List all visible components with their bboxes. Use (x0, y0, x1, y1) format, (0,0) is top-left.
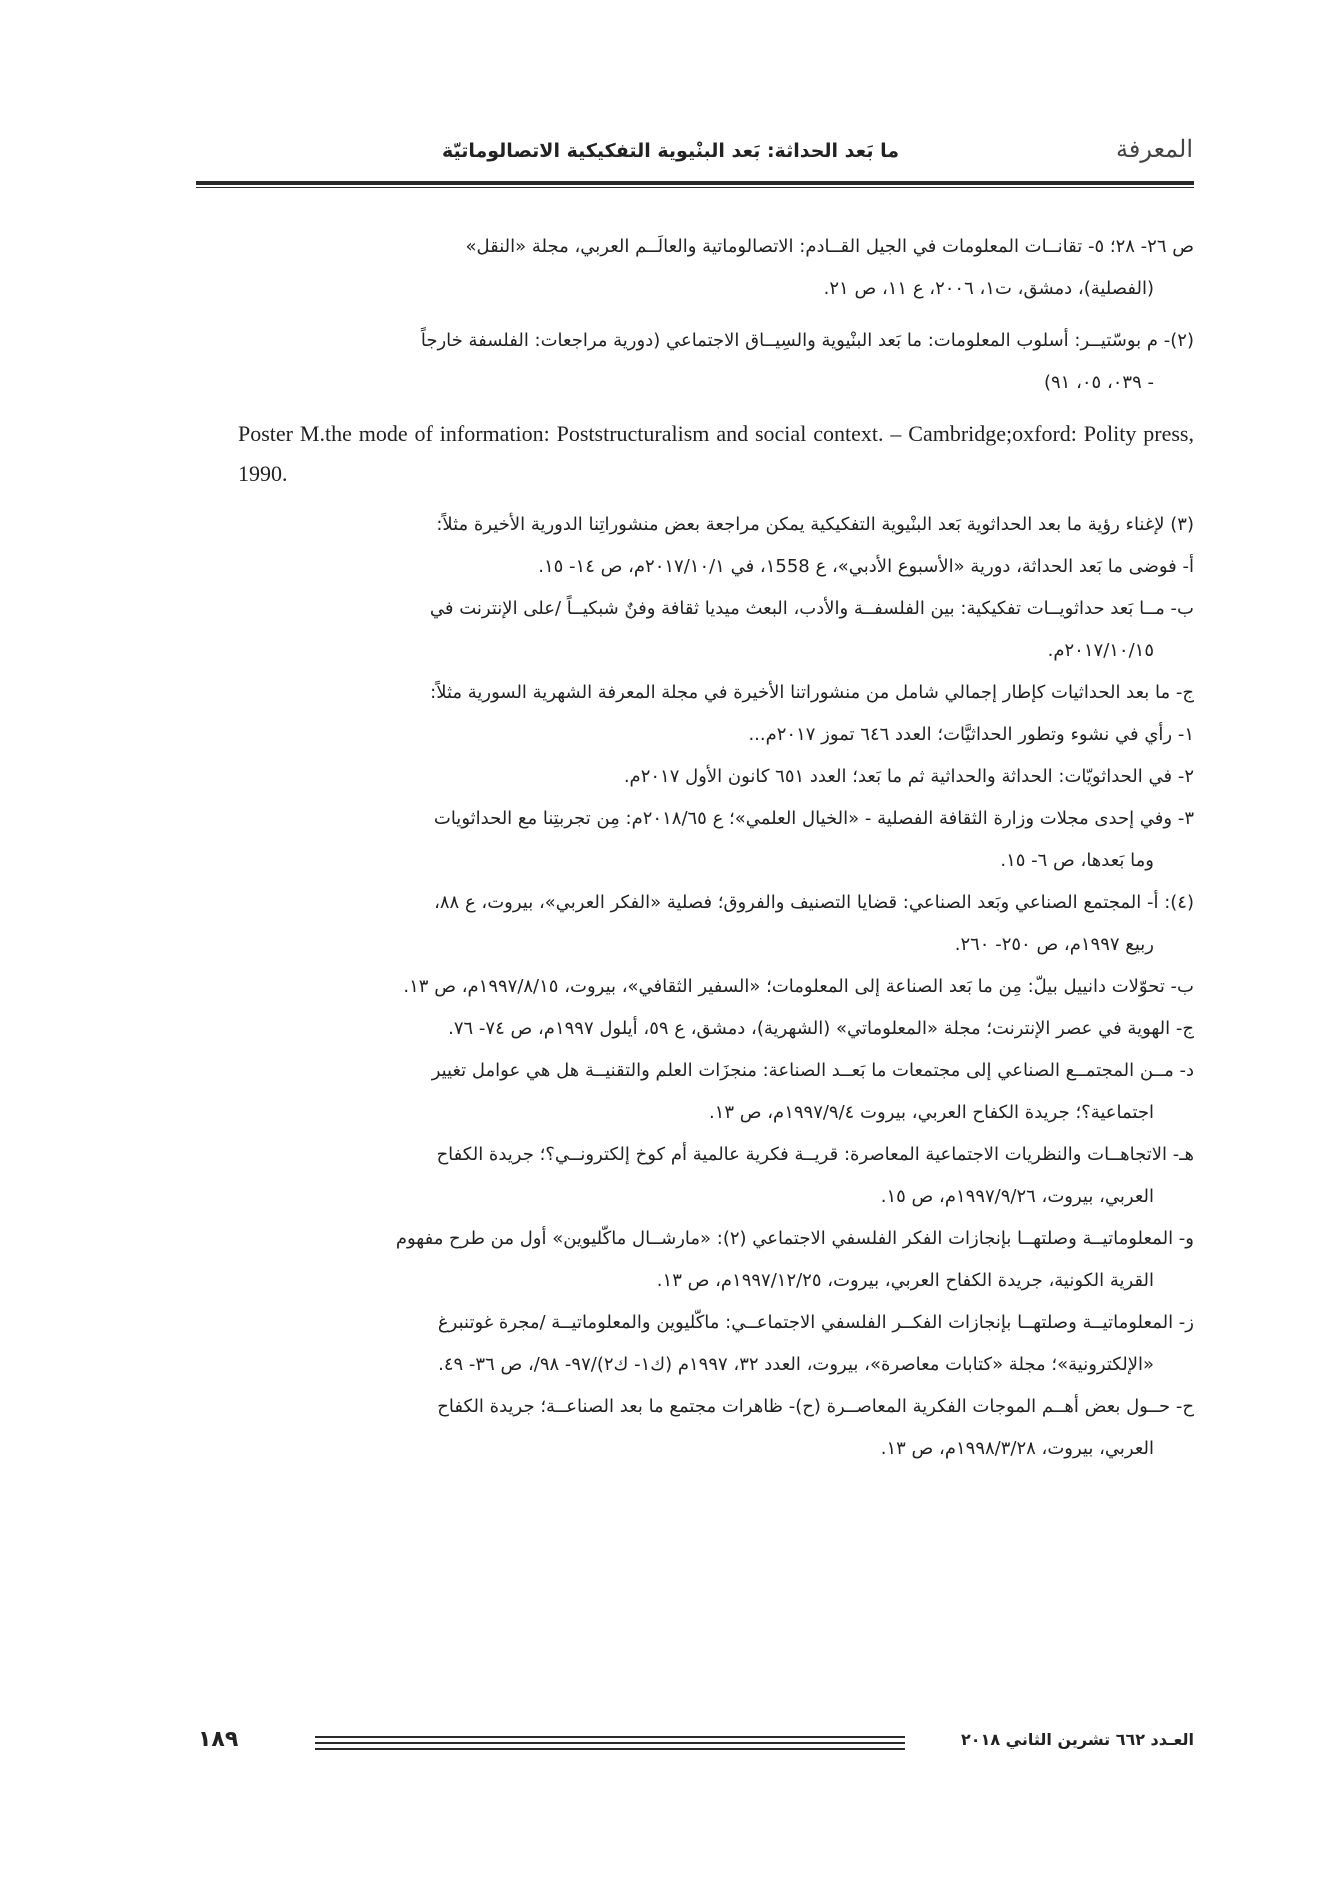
footnote-3c-1: ١- رأي في نشوء وتطور الحداثيَّات؛ العدد ٦٤٦ تموز ٢٠١٧م... (748, 724, 1194, 745)
footer-rule (315, 1736, 905, 1738)
header-rule (196, 181, 1194, 185)
footnote-3a: أ- فوضى ما بَعد الحداثة، دورية «الأسبوع الأدبي»، ع ١558، في ٢٠١٧/١٠/١م، ص ١٤- ١٥. (538, 556, 1194, 577)
footer-rule-3 (315, 1748, 905, 1750)
footnote-3c-3: ٣- وفي إحدى مجلات وزارة الثقافة الفصلية - «الخيال العلمي»؛ ع ٢٠١٨/٦٥م: مِن تجربتِنا مع الحداثويات وما بَعدها، ص ٦- ١٥. (433, 808, 1194, 871)
footnote-3c: ج- ما بعد الحداثيات كإطار إجمالي شامل من منشوراتنا الأخيرة في مجلة المعرفة الشهرية السورية مثلاً: (430, 682, 1194, 703)
footnote-4a: (٤): أ- المجتمع الصناعي وبَعد الصناعي: قضايا التصنيف والفروق؛ فصلية «الفكر العربي»، بيروت، ع ٨٨، ربيع ١٩٩٧م، ص ٢٥٠- ٢٦٠. (434, 892, 1194, 955)
footer-rule-2 (315, 1742, 905, 1744)
footnote-4e: هـ- الاتجاهــات والنظريات الاجتماعية المعاصرة: قريــة فكرية عالمية أم كوخ إلكترونــي؟؛ جريدة الكفاح العربي، بيروت، ١٩٩٧/٩/٢٦م، ص ١٥. (436, 1144, 1194, 1207)
footnote-3: (٣) لإغناء رؤية ما بعد الحداثوية بَعد البنْيوية التفكيكية يمكن مراجعة بعض منشوراتِنا الدورية الأخيرة مثلاً: (436, 514, 1194, 535)
footnote-4b: ب- تحوّلات دانييل بيلّ: مِن ما بَعد الصناعة إلى المعلومات؛ «السفير الثقافي»، بيروت، ١٩٩٧/٨/١٥م، ص ١٣. (403, 976, 1194, 997)
header-rule-thin (196, 187, 1194, 188)
magazine-logo: المعرفة (1115, 135, 1193, 163)
footnote-2: (٢)- م بوسّتيــر: أسلوب المعلومات: ما بَعد البنْيوية والسِيــاق الاجتماعي (دورية مراجعات: الفلسفة خارجاً - ٠٣٩، ٠٥، ٩١) (420, 330, 1194, 393)
footnote-3b: ب- مــا بَعد حداثويــات تفكيكية: بين الفلسفــة والأدب، البعث ميديا ثقافة وفنٌ شبكيــاً /على الإنترنت في ٢٠١٧/١٠/١٥م. (429, 598, 1194, 661)
footnote-3c-2: ٢- في الحداثويّات: الحداثة والحداثية ثم ما بَعد؛ العدد ٦٥١ كانون الأول ٢٠١٧م. (623, 766, 1194, 787)
page-number: ١٨٩ (198, 1727, 239, 1752)
footnote-4c: ج- الهوية في عصر الإنترنت؛ مجلة «المعلوماتي» (الشهرية)، دمشق، ع ٥٩، أيلول ١٩٩٧م، ص ٧٤- ٧٦. (448, 1018, 1194, 1039)
running-title: ما بَعد الحداثة: بَعد البنْيوية التفكيكية الاتصالوماتيّة (441, 140, 899, 162)
footnote-4f: و- المعلوماتيــة وصلتهــا بإنجازات الفكر الفلسفي الاجتماعي (٢): «مارشــال ماكّليوين» أول من طرح مفهوم القرية الكونية، جريدة الكفاح العربي، بيروت، ١٩٩٧/١٢/٢٥م، ص ١٣. (395, 1228, 1194, 1291)
footnote-4h: ح- حــول بعض أهــم الموجات الفكرية المعاصــرة (ح)- ظاهرات مجتمع ما بعد الصناعــة؛ جريدة الكفاح العربي، بيروت، ١٩٩٨/٣/٢٨م، ص ١٣. (437, 1396, 1194, 1459)
footnote-4g: ز- المعلوماتيــة وصلتهــا بإنجازات الفكــر الفلسفي الاجتماعــي: ماكّليوين والمعلوماتيــة /مجرة غوتنبرغ «الإلكترونية»؛ مجلة «كتابات معاصرة»، بيروت، العدد ٣٢، ١٩٩٧م (ك١- ك٢)/٩٧- ٩٨/، ص ٣٦- ٤٩. (437, 1312, 1194, 1375)
english-reference: Poster M.the mode of information: Poststructuralism and social context. – Cambridge;oxford: Polity press, 1990. (238, 421, 1194, 486)
issue-info: العـدد ٦٦٢ تشرين الثاني ٢٠١٨ (961, 1730, 1194, 1749)
footnotes-body (196, 226, 1194, 1470)
footnote-1: ص ٢٦- ٢٨؛ ٥- تقانــات المعلومات في الجيل القــادم: الاتصالوماتية والعالَــم العربي، مجلة «النقل» (الفصلية)، دمشق، ت١، ٢٠٠٦، ع ١١، ص ٢١. (465, 236, 1194, 299)
footnote-4d: د- مــن المجتمــع الصناعي إلى مجتمعات ما بَعــد الصناعة: منجزَات العلم والتقنيــة هل هي عوامل تغيير اجتماعية؟؛ جريدة الكفاح العربي، بيروت ١٩٩٧/٩/٤م، ص ١٣. (431, 1060, 1194, 1123)
